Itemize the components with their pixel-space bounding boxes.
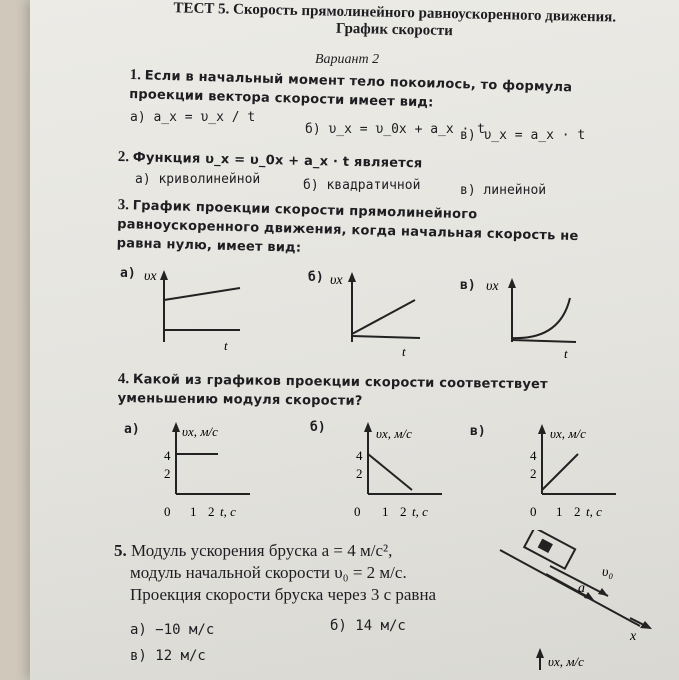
label-x: x — [630, 629, 637, 644]
q3-graphs — [130, 262, 679, 372]
q3-graph-c[interactable] — [486, 278, 576, 361]
q4-graph-a[interactable] — [164, 422, 250, 518]
question-text: Если в начальный момент тело покоилось, то формула проекции вектора скорости имеет вид: — [128, 68, 573, 111]
tick-y: 2 — [530, 466, 537, 481]
q4-option-c[interactable]: в) — [470, 424, 486, 439]
question-text: Какой из графиков проекции скорости соответствует уменьшению модуля скорости? — [117, 372, 548, 409]
tick-y: 4 — [164, 448, 171, 463]
axis-v-label: υx — [330, 273, 343, 288]
variant-label: Вариант 2 — [315, 52, 380, 67]
arrow-head-icon — [598, 588, 608, 596]
q3-graph-a[interactable] — [144, 269, 240, 353]
q5-option-c[interactable]: в) 12 м/с — [130, 648, 206, 664]
q5-option-a[interactable]: а) −10 м/с — [130, 622, 215, 638]
question-text: Функция υ_x = υ_0x + a_x · t является — [132, 150, 423, 172]
v-axis-arrow-icon — [160, 270, 168, 280]
v-axis-arrow-icon — [538, 424, 546, 434]
q2-option-c[interactable]: в) линейной — [460, 183, 547, 198]
t-axis — [352, 336, 420, 338]
tick-x: 0 — [354, 504, 361, 518]
graph-line — [368, 454, 412, 490]
question-text: График проекции скорости прямолинейного равноускоренного движения, когда начальная скорость не равна нулю, имеет вид: — [116, 198, 579, 256]
label-v0: υ₀ — [602, 565, 614, 580]
axis-t-label: t, с — [586, 504, 602, 518]
t-axis — [512, 340, 576, 342]
tick-x: 0 — [530, 504, 537, 518]
tick-y: 4 — [356, 448, 363, 463]
v-axis-arrow-icon — [348, 272, 356, 282]
question-text: Модуль ускорения бруска a = 4 м/с², — [131, 541, 393, 560]
question-number: 1. — [129, 66, 142, 84]
q4-graphs — [130, 418, 679, 518]
q5-option-b[interactable]: б) 14 м/с — [330, 618, 406, 634]
q1-option-a[interactable]: а) a_x = υ_x / t — [130, 110, 256, 125]
axis-v-label: υx, м/с — [548, 654, 584, 669]
q4-graph-c[interactable] — [530, 424, 616, 518]
axis-t-label: t, с — [220, 504, 236, 518]
v-axis-arrow-icon — [536, 648, 544, 658]
tick-y: 2 — [164, 466, 171, 481]
tick-x: 2 — [574, 504, 581, 518]
tick-x: 0 — [164, 504, 171, 518]
axis-v-label: υx, м/с — [376, 426, 412, 441]
q2-option-a[interactable]: а) криволинейной — [135, 172, 261, 187]
v-axis-arrow-icon — [508, 278, 516, 288]
q5-line-2: модуль начальной скорости υ₀ = 2 м/с. — [130, 563, 407, 582]
q5-line-3: Проекция скорости бруска через 3 с равна — [130, 585, 437, 604]
tick-y: 2 — [356, 466, 363, 481]
paper-sheet — [30, 0, 679, 680]
axis-t-label: t — [224, 338, 228, 353]
graph-line — [352, 300, 415, 334]
axis-t-label: t, с — [412, 504, 428, 518]
q4-option-b[interactable]: б) — [310, 420, 326, 435]
tick-x: 1 — [190, 504, 197, 518]
q5-figure — [490, 530, 679, 670]
tick-x: 2 — [208, 504, 215, 518]
axis-t-label: t — [564, 346, 568, 361]
tick-x: 1 — [556, 504, 563, 518]
q3-option-b[interactable]: б) — [308, 270, 324, 285]
q2-option-b[interactable]: б) квадратичной — [303, 178, 421, 193]
page-title: ТЕСТ 5. Скорость прямолинейного равноускоренного движения. График скорости — [173, 0, 617, 40]
question-number: 4. — [117, 370, 130, 388]
question-number: 3. — [117, 196, 130, 214]
axis-v-label: υx — [144, 269, 157, 284]
axis-v-label: υx, м/с — [182, 424, 218, 439]
v-axis-arrow-icon — [172, 422, 180, 432]
tick-x: 2 — [400, 504, 407, 518]
question-number: 2. — [117, 148, 130, 166]
q5-line-1 — [114, 540, 474, 562]
question-number: 5. — [114, 541, 127, 560]
axis-v-label: υx — [486, 279, 499, 294]
arrow-head-icon — [584, 592, 594, 600]
graph-curve — [512, 298, 570, 338]
block — [524, 530, 575, 569]
graph-line — [164, 288, 240, 300]
axis-v-label: υx, м/с — [550, 426, 586, 441]
label-a: a — [578, 581, 585, 596]
q1-option-c[interactable]: в) υ_x = a_x · t — [460, 128, 586, 143]
axis-t-label: t — [402, 344, 406, 359]
q3-option-a[interactable]: а) — [120, 266, 136, 281]
question-5 — [114, 540, 474, 606]
tick-y: 4 — [530, 448, 537, 463]
q3-option-c[interactable]: в) — [460, 278, 476, 293]
question-3 — [117, 196, 598, 266]
graph-line — [542, 454, 578, 490]
question-4 — [118, 370, 608, 414]
v-axis-arrow-icon — [364, 422, 372, 432]
q4-option-a[interactable]: а) — [124, 422, 140, 437]
q1-option-b[interactable]: б) υ_x = υ_0x + a_x · t — [305, 122, 486, 137]
q3-graph-b[interactable] — [330, 272, 420, 359]
tick-x: 1 — [382, 504, 389, 518]
q4-graph-b[interactable] — [354, 422, 442, 518]
document — [114, 0, 679, 680]
